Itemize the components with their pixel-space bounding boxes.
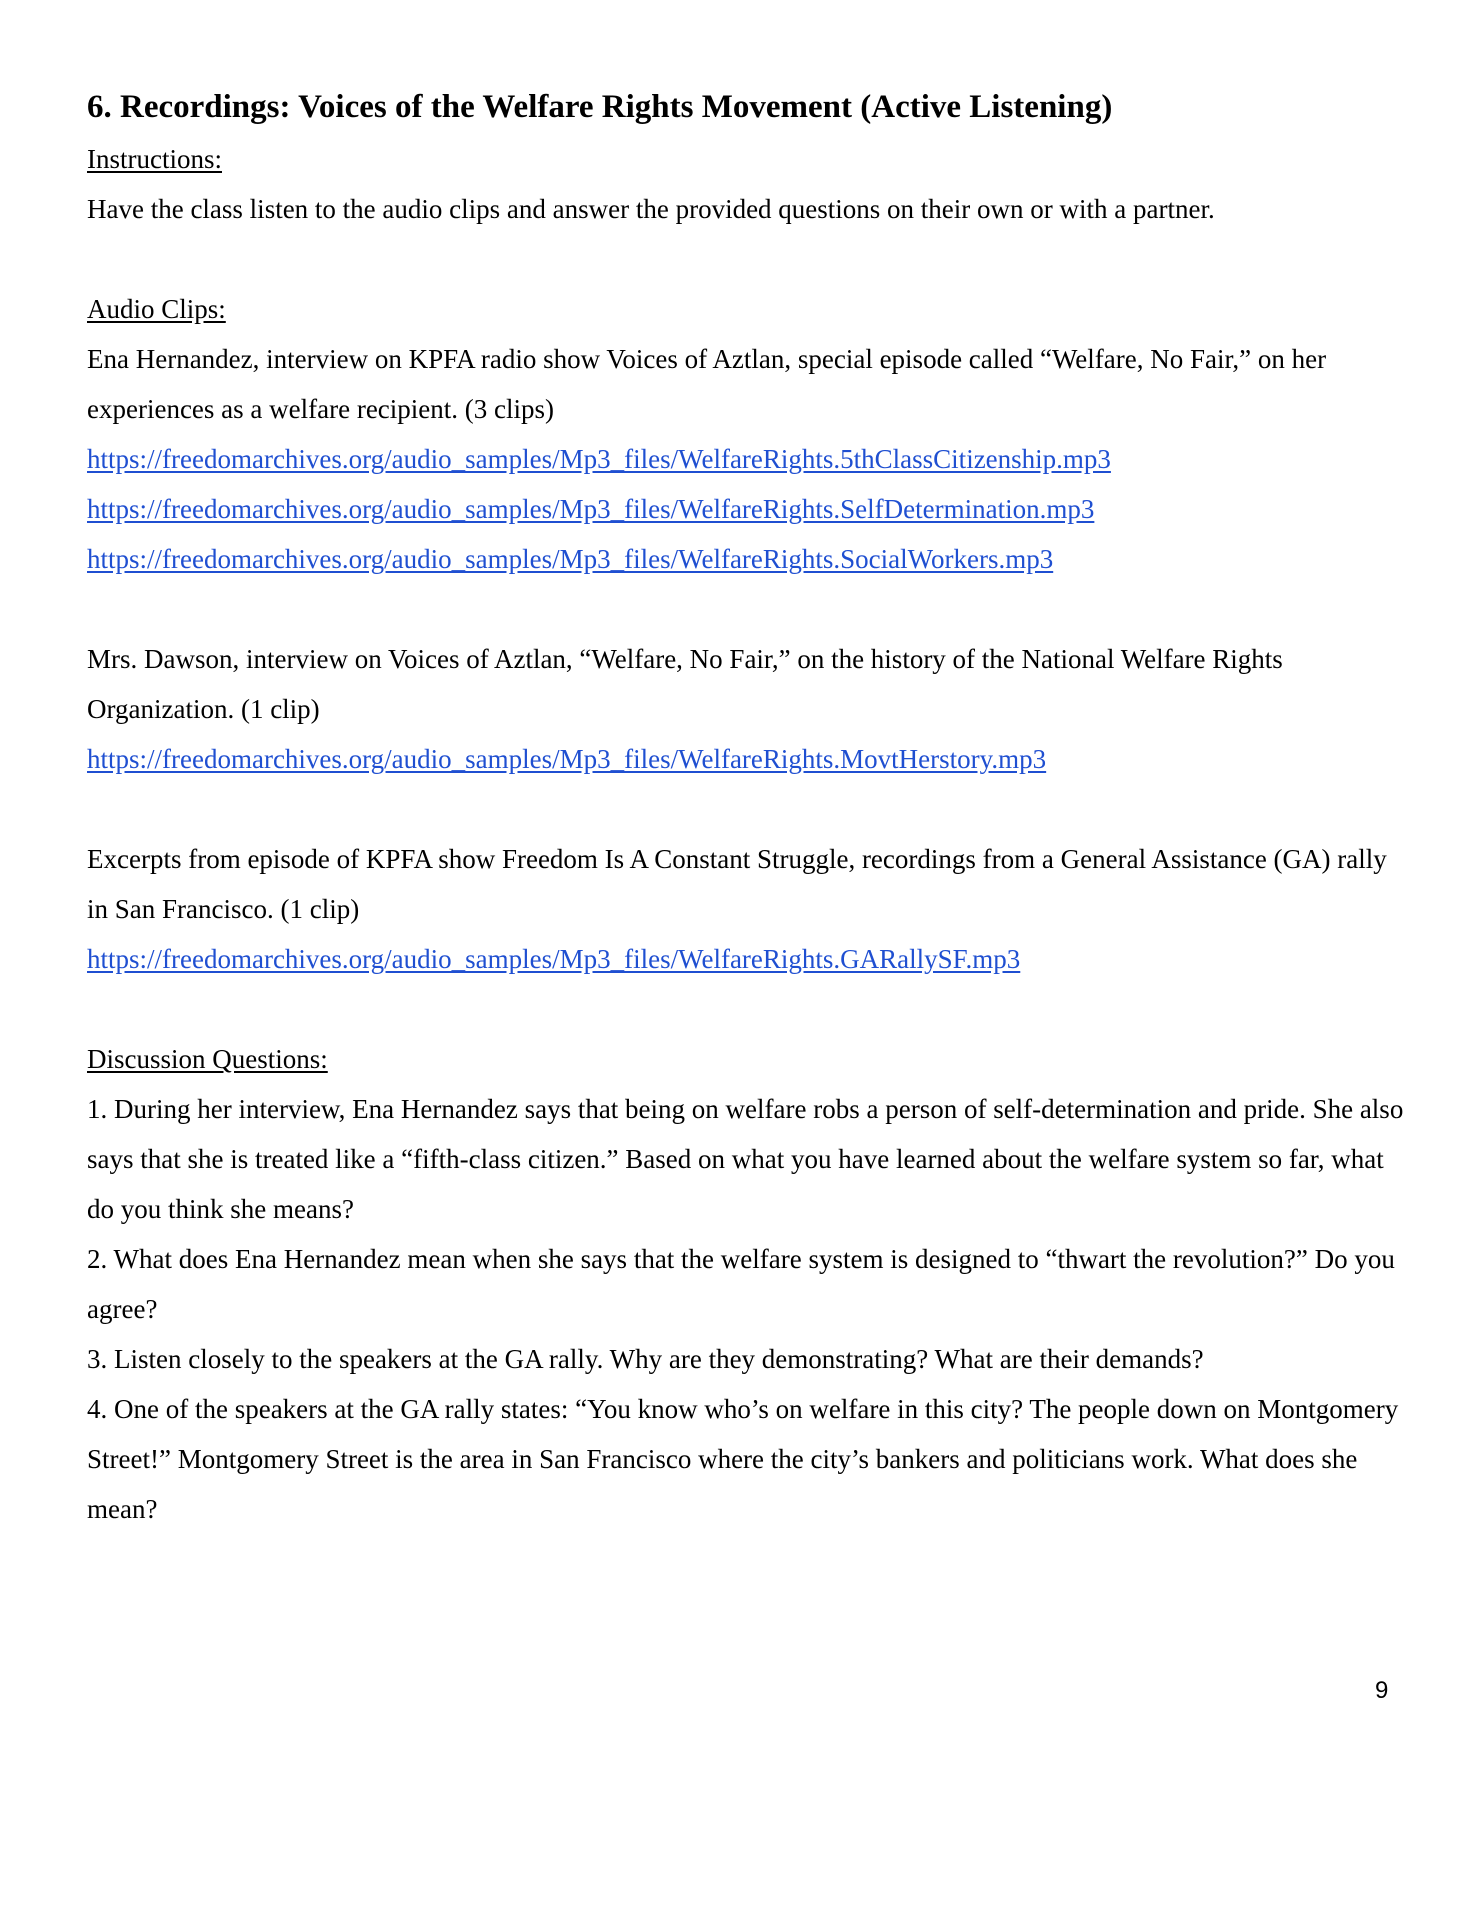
discussion-question-4: 4. One of the speakers at the GA rally states: “You know who’s on welfare in this city? The people down on Montgomery Street!” Montgomery Street is the area in San Francisco where the city’s bankers and politicians work. What does she mean?: [87, 1394, 1399, 1524]
audio-link-social-workers[interactable]: https://freedomarchives.org/audio_samples/Mp3_files/WelfareRights.SocialWorkers.mp3: [87, 544, 1054, 574]
clip-group-3-description: Excerpts from episode of KPFA show Freedom Is A Constant Struggle, recordings from a General Assistance (GA) rally in San Francisco. (1 clip): [87, 844, 1387, 924]
audio-link-movt-herstory[interactable]: https://freedomarchives.org/audio_samples/Mp3_files/WelfareRights.MovtHerstory.mp3: [87, 744, 1047, 774]
spacer: [87, 584, 1407, 634]
discussion-question-2: 2. What does Ena Hernandez mean when she says that the welfare system is designed to “thwart the revolution?” Do you agree?: [87, 1244, 1395, 1324]
spacer: [87, 984, 1407, 1034]
instructions-heading: Instructions:: [87, 144, 222, 174]
spacer: [87, 234, 1407, 284]
spacer: [87, 784, 1407, 834]
page-content: [87, 82, 1407, 1534]
instructions-text: Have the class listen to the audio clips and answer the provided questions on their own or with a partner.: [87, 194, 1215, 224]
page-number: 9: [1375, 1677, 1389, 1704]
clip-group-2-description: Mrs. Dawson, interview on Voices of Aztlan, “Welfare, No Fair,” on the history of the National Welfare Rights Organization. (1 clip): [87, 644, 1283, 724]
audio-link-self-determination[interactable]: https://freedomarchives.org/audio_samples/Mp3_files/WelfareRights.SelfDetermination.mp3: [87, 494, 1095, 524]
audio-link-5th-class-citizenship[interactable]: https://freedomarchives.org/audio_samples/Mp3_files/WelfareRights.5thClassCitizenship.mp3: [87, 444, 1111, 474]
audio-link-ga-rally-sf[interactable]: https://freedomarchives.org/audio_samples/Mp3_files/WelfareRights.GARallySF.mp3: [87, 944, 1021, 974]
discussion-heading: Discussion Questions:: [87, 1044, 328, 1074]
discussion-question-1: 1. During her interview, Ena Hernandez says that being on welfare robs a person of self-determination and pride. She also says that she is treated like a “fifth-class citizen.” Based on what you have learned about the welfare system so far, what do you think she means?: [87, 1094, 1404, 1224]
audio-clips-heading: Audio Clips:: [87, 294, 226, 324]
discussion-question-3: 3. Listen closely to the speakers at the GA rally. Why are they demonstrating? What are their demands?: [87, 1344, 1204, 1374]
page-title: 6. Recordings: Voices of the Welfare Rights Movement (Active Listening): [87, 89, 1113, 125]
clip-group-1-description: Ena Hernandez, interview on KPFA radio show Voices of Aztlan, special episode called “Welfare, No Fair,” on her experiences as a welfare recipient. (3 clips): [87, 344, 1327, 424]
